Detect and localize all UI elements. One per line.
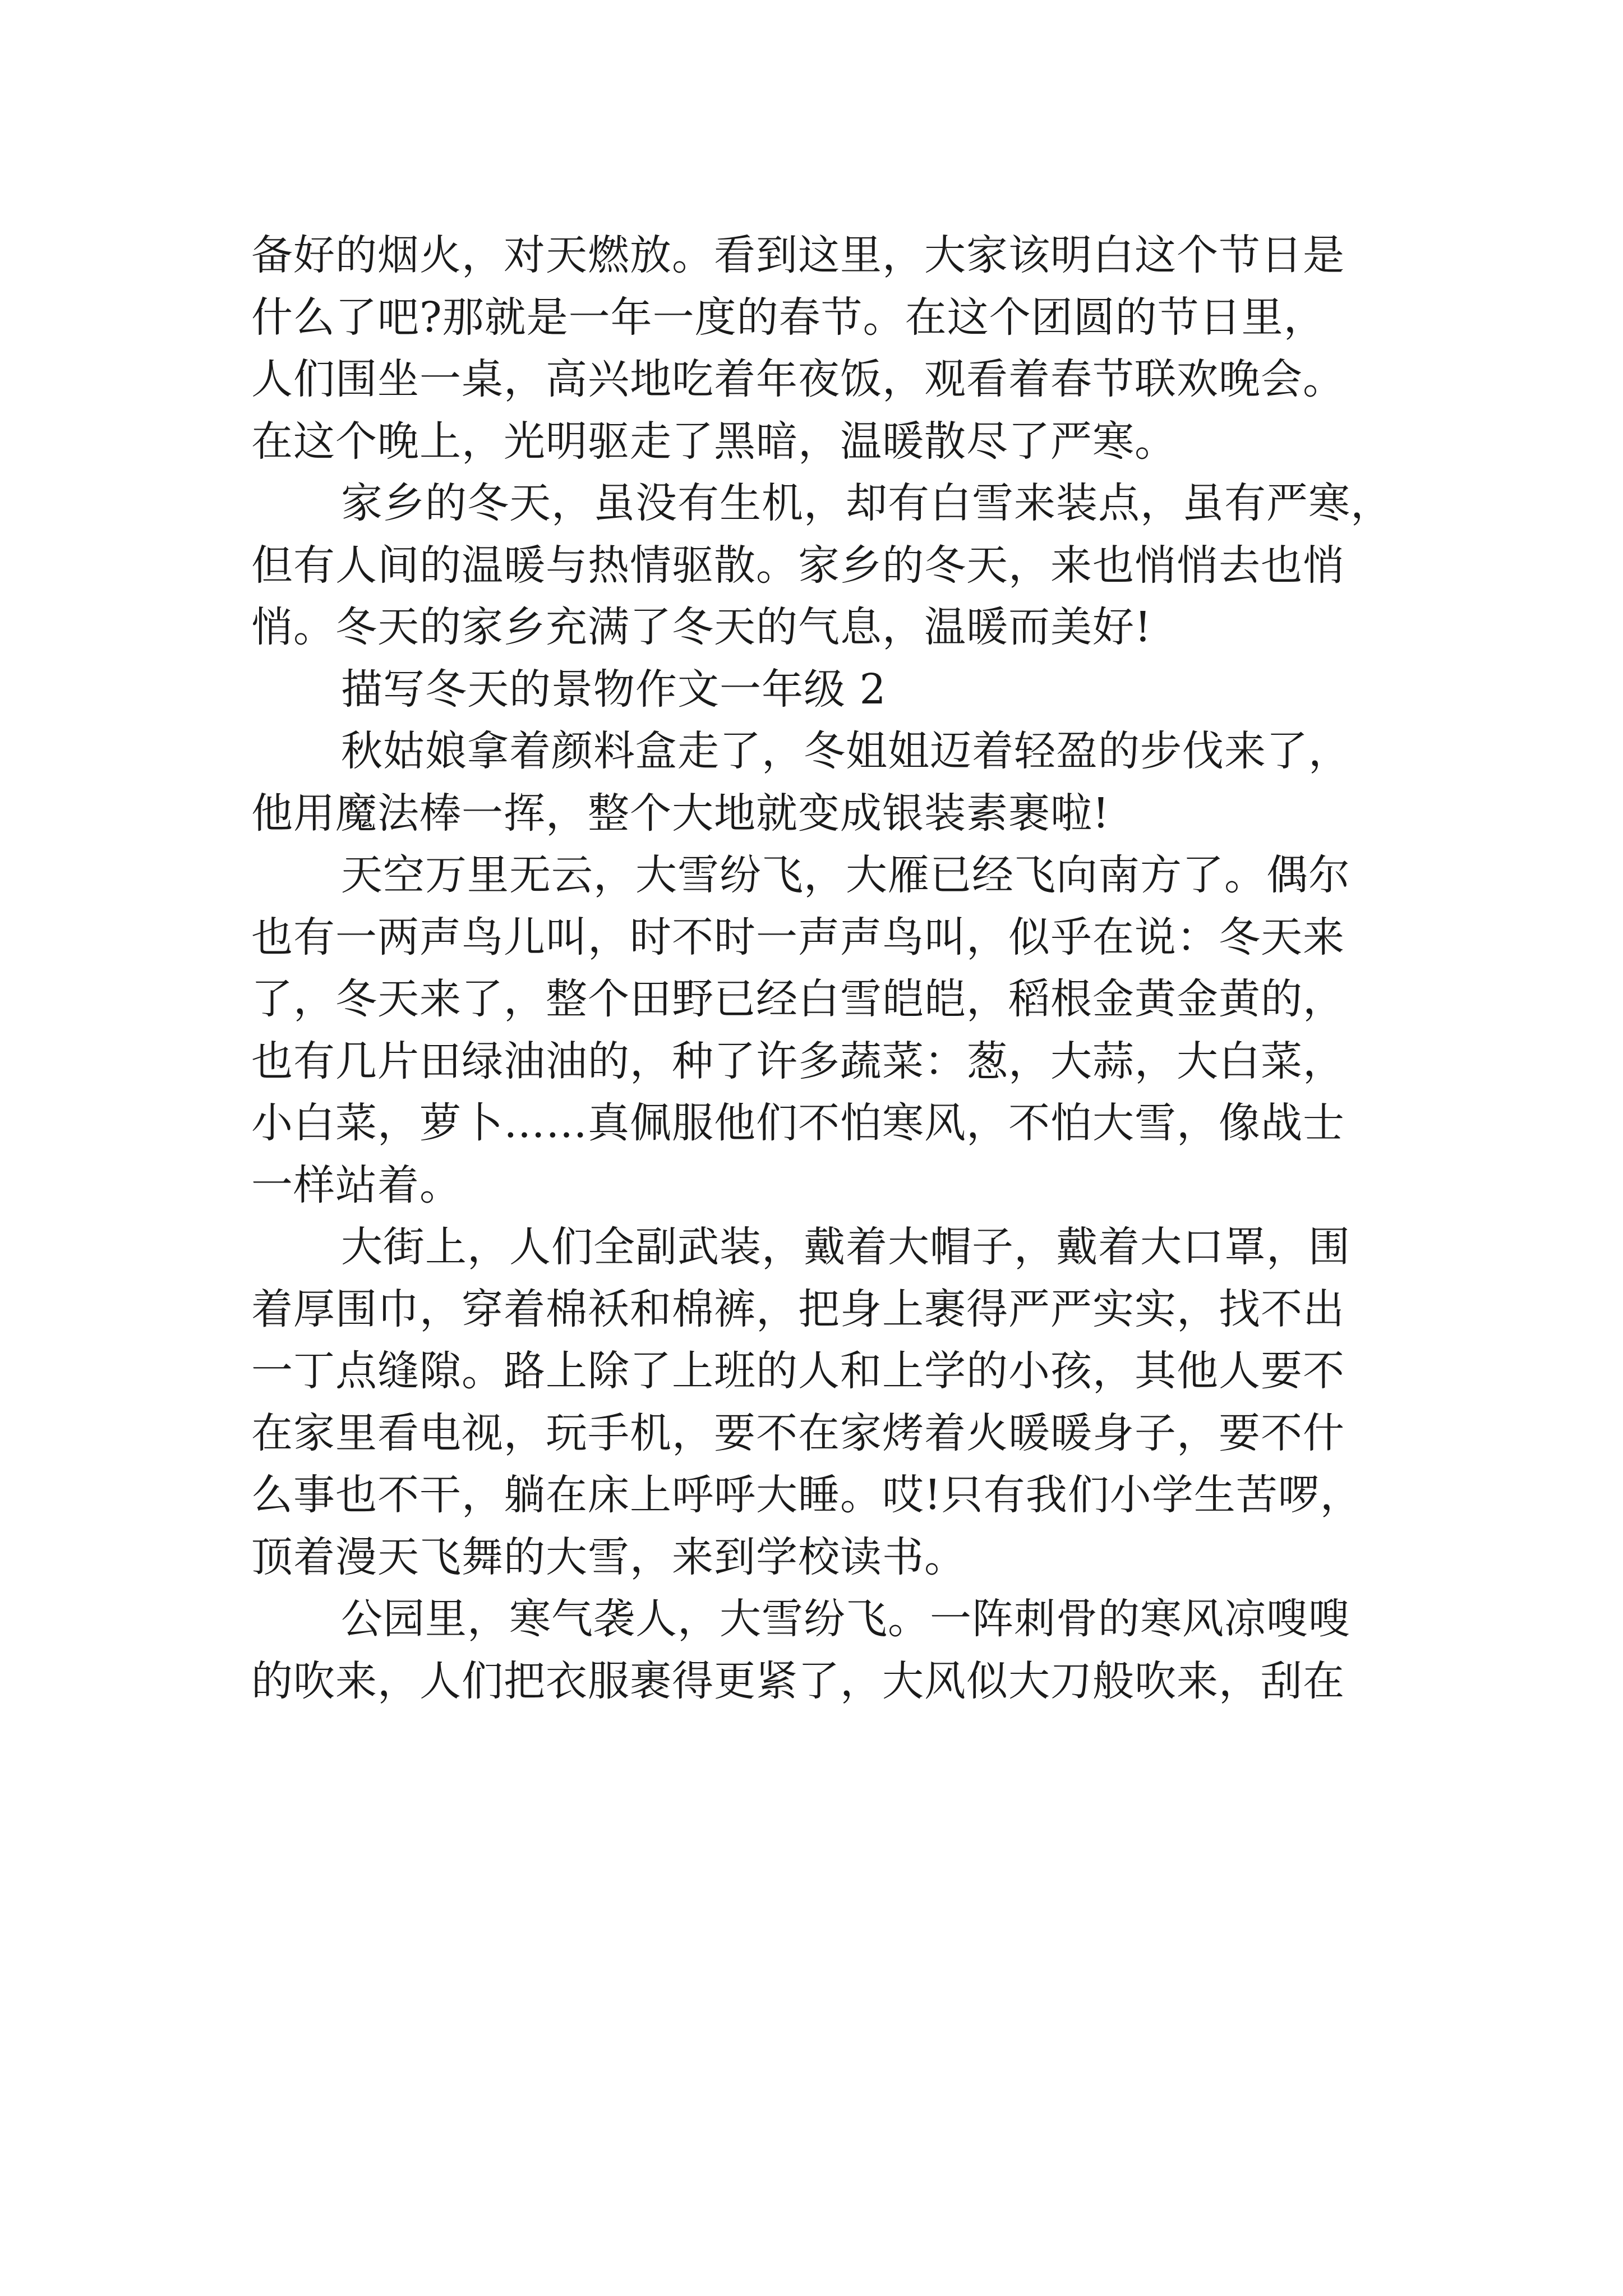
text-line: 顶着漫天飞舞的大雪，来到学校读书。 [251, 1533, 966, 1581]
text-line: 他用魔法棒一挥，整个大地就变成银装素裹啦! [251, 789, 1110, 838]
text-line: 公园里，寒气袭人，大雪纷飞。一阵刺骨的寒风凉嗖嗖 [341, 1595, 1350, 1643]
section-heading: 描写冬天的景物作文一年级 2 [341, 665, 887, 714]
text-line: 备好的烟火，对天燃放。看到这里，大家该明白这个节日是 [251, 231, 1345, 279]
document-body [251, 224, 1395, 1712]
text-line: 么事也不干，躺在床上呼呼大睡。哎!只有我们小学生苦啰， [251, 1471, 1362, 1519]
text-line: 一样站着。 [251, 1161, 462, 1209]
text-line: 小白菜，萝卜……真佩服他们不怕寒风，不怕大雪，像战士 [251, 1099, 1345, 1147]
text-line: 天空万里无云，大雪纷飞，大雁已经飞向南方了。偶尔 [341, 851, 1350, 899]
text-line: 秋姑娘拿着颜料盒走了，冬姐姐迈着轻盈的步伐来了， [341, 727, 1350, 775]
text-line: 了，冬天来了，整个田野已经白雪皑皑，稻根金黄金黄的， [251, 975, 1345, 1023]
text-line: 也有一两声鸟儿叫，时不时一声声鸟叫，似乎在说：冬天来 [251, 913, 1345, 961]
text-line: 在这个晚上，光明驱走了黑暗，温暖散尽了严寒。 [251, 417, 1177, 466]
text-line: 也有几片田绿油油的，种了许多蔬菜：葱，大蒜，大白菜， [251, 1037, 1345, 1085]
text-line: 在家里看电视，玩手机，要不在家烤着火暖暖身子，要不什 [251, 1409, 1345, 1457]
text-line: 但有人间的温暖与热情驱散。家乡的冬天，来也悄悄去也悄 [251, 541, 1345, 590]
text-line: 的吹来，人们把衣服裹得更紧了，大风似大刀般吹来，刮在 [251, 1657, 1345, 1705]
text-line: 什么了吧?那就是一年一度的春节。在这个团圆的节日里， [251, 293, 1326, 342]
text-line: 家乡的冬天，虽没有生机，却有白雪来装点，虽有严寒， [341, 479, 1393, 527]
text-line: 悄。冬天的家乡充满了冬天的气息，温暖而美好! [251, 603, 1152, 651]
text-line: 人们围坐一桌，高兴地吃着年夜饭，观看着春节联欢晚会。 [251, 355, 1345, 403]
text-line: 大街上，人们全副武装，戴着大帽子，戴着大口罩，围 [341, 1223, 1350, 1271]
text-line: 着厚围巾，穿着棉袄和棉裤，把身上裹得严严实实，找不出 [251, 1285, 1345, 1333]
text-line: 一丁点缝隙。路上除了上班的人和上学的小孩，其他人要不 [251, 1347, 1345, 1395]
